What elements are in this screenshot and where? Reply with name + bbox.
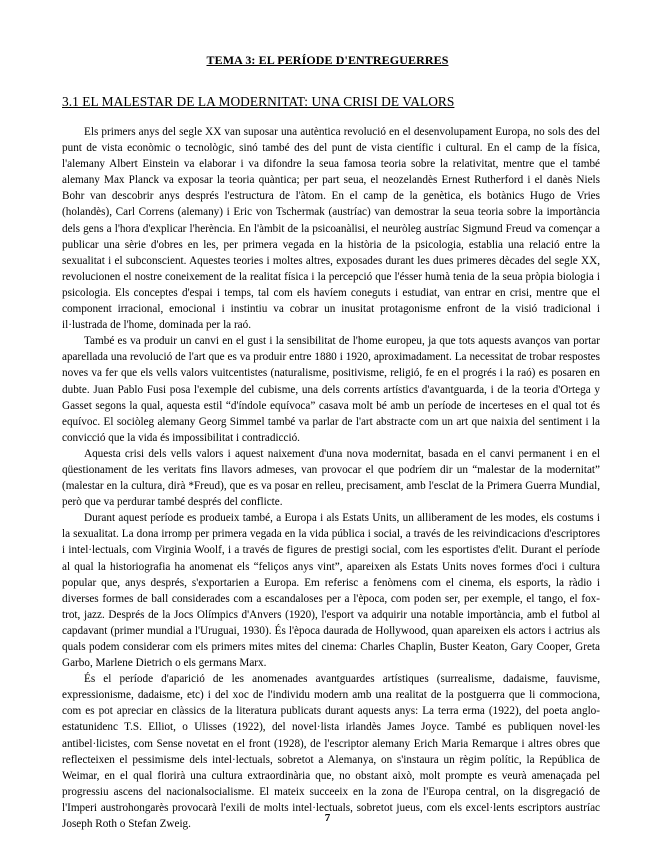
section-heading: 3.1 EL MALESTAR DE LA MODERNITAT: UNA CRISI DE VALORS <box>62 94 455 109</box>
paragraph: Aquesta crisi dels vells valors i aquest naixement d'una nova modernitat, basada en el canvi permanent i en el qüestionament de les veritats fins llavors admeses, van provocar el que podríem dir un “malestar de la modernitat” (malestar en la cultura, dirà *Freud), que es va posar en relleu, precisament, amb l'esclat de la Primera Guerra Mundial, però que va perdurar també després del conflicte. <box>62 447 600 509</box>
paragraph: També es va produir un canvi en el gust i la sensibilitat de l'home europeu, ja que tots aquests avanços van portar aparellada una revolució de l'art que es va produir entre 1880 i 1920, aproximadament. La necessitat de trobar respostes noves va fer que els vells valors vuitcentistes (naturalisme, positivisme, religió, fe en el progrés i la raó) es posaren en dubte. Juan Pablo Fusi posa l'exemple del cubisme, una dels corrents artístics d'avantguarda, i de la teoria d'Ortega y Gasset segons la qual, aquesta estil “d'índole equívoca” casava molt bé amb un període de incerteses en el qual tot és equívoc. El sociòleg alemany Georg Simmel també va parlar de l'art abstracte com un art que naixia del sentiment i la convicció que la vida és impossibilitat i contradicció. <box>62 335 600 444</box>
body-text <box>62 124 600 832</box>
page-number: 7 <box>324 812 331 824</box>
page-title: TEMA 3: EL PERÍODE D'ENTREGUERRES <box>206 53 449 67</box>
paragraph: És el període d'aparició de les anomenades avantguardes artístiques (surrealisme, dadaisme, fauvisme, expressionisme, dadaisme, etc) i del xoc de l'individu modern amb una realitat de la postguerra que li commociona, com es pot apreciar en clàssics de la literatura publicats durant aquests anys: La terra erma (1922), del poeta anglo-estatunidenc T.S. Elliot, o Ulisses (1922), del novel·lista irlandès James Joyce. També es publiquen novel·les antibel·licistes, com Sense novetat en el front (1928), de l'escriptor alemany Erich Maria Remarque i altres obres que reflecteixen el pessimisme dels intel·lectuals, sobretot a Alemanya, on s'instaura un règim polític, la República de Weimar, en el qual florirà una cultura extraordinària que, no obstant això, molt prompte es veurà amenaçada pel progressiu ascens del nacionalsocialisme. El mateix succeeix en la zona de l'Europa central, on la disgregació de l'Imperi austrohongarès provocarà l'exili de molts intel·lectuals, sobretot jueus, com els excel·lents escriptors austríac Joseph Roth o Stefan Zweig. <box>62 673 600 831</box>
paragraph: Durant aquest període es produeix també, a Europa i als Estats Units, un alliberament de les modes, els costums i la sexualitat. La dona irromp per primera vegada en la vida pública i social, a través de les reivindicacions d'escriptores i intel·lectuals, com Virginia Woolf, i a través de figures de prestigi social, com les esportistes d'elit. Durant el període al qual la historiografia ha anomenat els “feliços anys vint”, apareixen als Estats Units noves formes d'oci i cultura popular que, anys després, s'exportarien a Europa. Em referisc a fenòmens com el cinema, els esports, la ràdio i diverses formes de ball considerades com a escandaloses per a l'època, com poden ser, per exemple, el tango, el fox-trot, jazz. Després de la Jocs Olímpics d'Anvers (1920), l'esport va adquirir una notable importància, amb el futbol al capdavant (primer mundial a l'Uruguai, 1930). És l'època daurada de Hollywood, quan apareixen els actors i actrius als quals podem considerar com els primers mites mites del cinema: Charles Chaplin, Buster Keaton, Gary Cooper, Greta Garbo, Marlene Dietrich o els germans Marx. <box>62 512 600 670</box>
paragraph: Els primers anys del segle XX van suposar una autèntica revolució en el desenvolupament Europa, no sols des del punt de vista econòmic o tecnològic, sinó també des del punt de vista científic i cultural. En el camp de la física, l'alemany Albert Einstein va elaborar i va difondre la seua famosa teoria sobre la relativitat, mentre que el també alemany Max Planck va exposar la teoria quàntica; per part seua, el neozelandès Ernest Rutherford i el danès Niels Bohr van descobrir anys després l'estructura de l'àtom. En el camp de la genètica, els botànics Hugo de Vries (holandès), Carl Correns (alemany) i Eric von Tschermak (austríac) van demostrar la seua teoria sobre la importància dels gens a l'hora d'explicar l'herència. En l'àmbit de la psicoanàlisi, el neuròleg austríac Sigmund Freud va començar a publicar una sèrie d'obres en les, per primera vegada en la història de la psicologia, establia una relació entre la sexualitat i el subconscient. Aquestes teories i moltes altres, exposades durant les dues primeres dècades del segle XX, revolucionen el nostre coneixement de la realitat física i la percepció que l'ésser humà tenia de la seua pròpia biologia i psicologia. Els conceptes d'espai i temps, tal com els havíem coneguts i estudiat, van entrar en crisi, mentre que el component irracional, emocional i instintiu va cobrar un inusitat protagonisme enfront de la visió tradicional i il·lustrada de l'home, dominada per la raó. <box>62 126 600 332</box>
